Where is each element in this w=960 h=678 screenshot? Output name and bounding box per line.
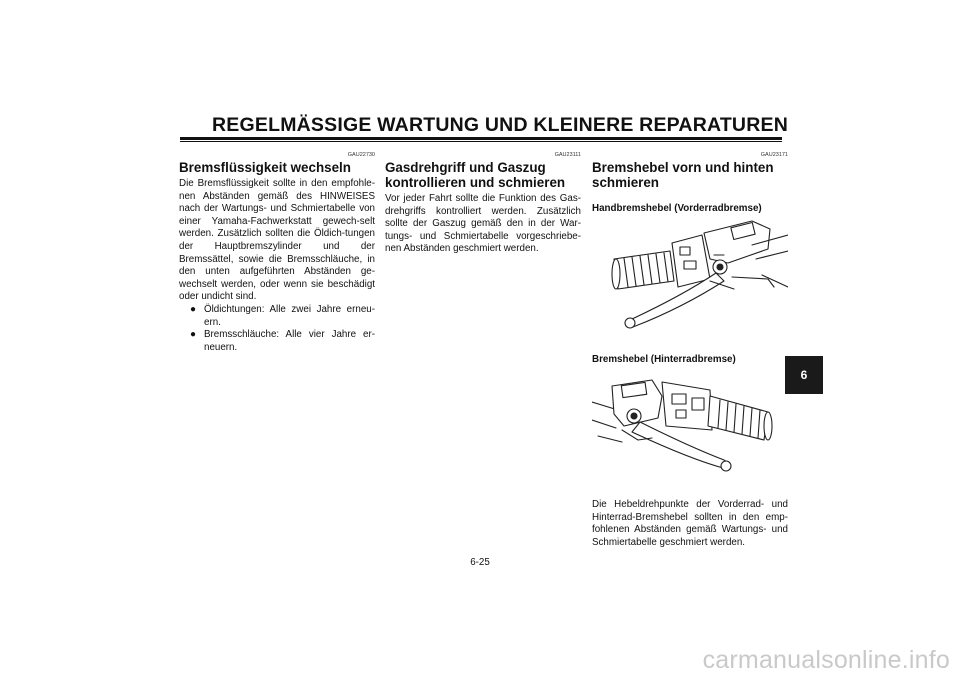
header-rule: [180, 137, 782, 142]
section-heading: Bremsflüssigkeit wechseln: [179, 160, 351, 175]
bullet-list: [179, 304, 375, 354]
section-heading: Gasdrehgriff und Gaszug kontrollieren und schmieren: [385, 160, 566, 190]
section-code: GAU22730: [347, 152, 375, 158]
section-code: GAU23111: [554, 152, 581, 158]
section-code: GAU23171: [760, 152, 788, 158]
subheading-rear-lever: Bremshebel (Hinterradbremse): [592, 354, 736, 365]
list-item: ● Öldichtungen: Alle zwei Jahre erneu-ern.: [190, 303, 375, 328]
section-text: Vor jeder Fahrt sollte die Funktion des Gas-drehgriffs kontrolliert werden. Zusätzlich sollte der Gaszug gemäß den in der War-tungs- und Schmiertabelle vorgeschriebe-nen Abständen geschmiert werden.: [385, 193, 581, 255]
section-brake-fluid: [179, 150, 375, 354]
page-number: 6-25: [470, 557, 490, 568]
section-brake-levers: [592, 150, 788, 549]
bullet-icon: ●: [190, 329, 197, 341]
section-heading: Bremshebel vorn und hinten schmieren: [592, 160, 774, 190]
front-brake-lever-illustration: [592, 215, 788, 337]
section-throttle-grip: [385, 150, 581, 256]
page-title: REGELMÄSSIGE WARTUNG UND KLEINERE REPARATUREN: [212, 114, 788, 136]
section-text: Die Bremsflüssigkeit sollte in den empfohle-nen Abständen gemäß des HINWEISES nach der Wartungs- und Schmiertabelle von einer Yamaha-Fachwerkstatt gewech-selt werden. Zusätzlich sollten die Öldich-tungen der Hauptbremszylinder und der Bremssättel, sowie die Bremsschläuche, in den unten aufgeführten Abständen ge-wechselt werden, oder wenn sie beschädigt oder undicht sind.: [179, 178, 375, 303]
bullet-icon: ●: [190, 303, 197, 315]
list-item: ● Bremsschläuche: Alle vier Jahre er-neuern.: [190, 329, 375, 353]
subheading-front-lever: Handbremshebel (Vorderradbremse): [592, 203, 762, 214]
section-text: Die Hebeldrehpunkte der Vorderrad- und Hinterrad-Bremshebel sollten in den emp-fohlenen Abständen gemäß Wartungs- und Schmiertabelle geschmiert werden.: [592, 499, 788, 548]
chapter-tab: 6: [785, 356, 823, 394]
watermark: carmanualsonline.info: [702, 646, 950, 674]
rear-brake-lever-illustration: [592, 366, 788, 484]
